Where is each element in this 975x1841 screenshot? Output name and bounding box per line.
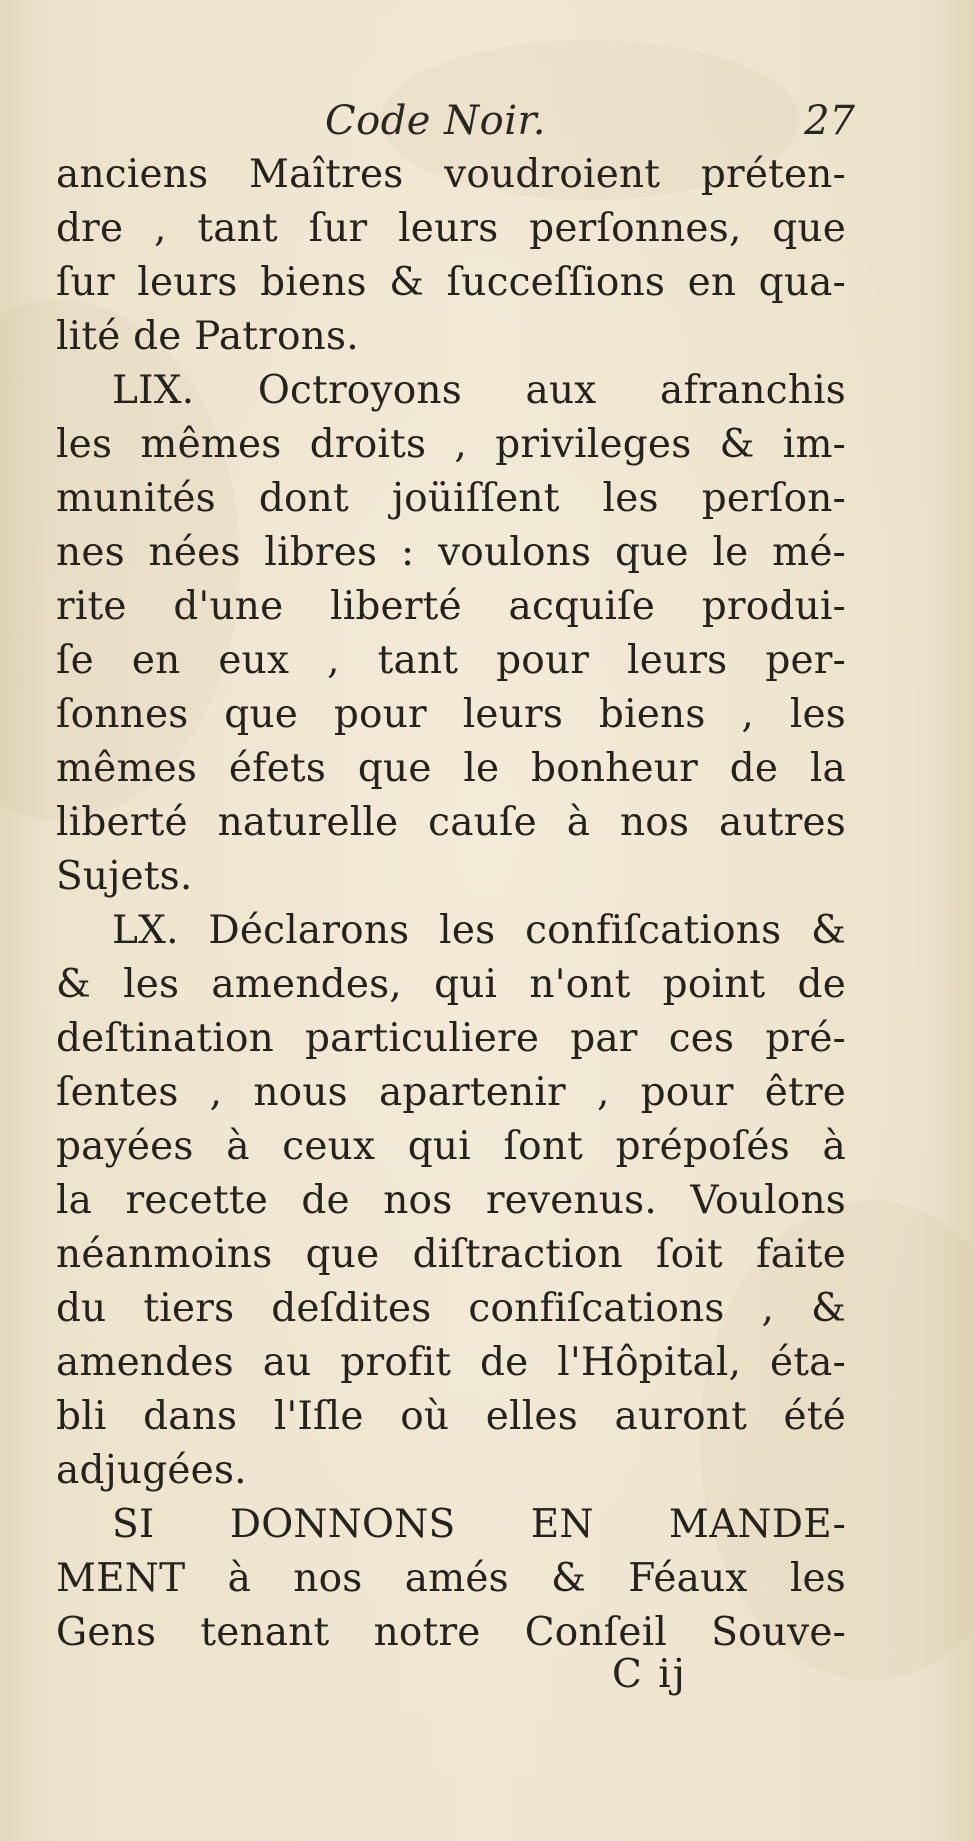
article-lix-heading-line: LIX. Octroyons aux afranchis: [112, 368, 846, 413]
text-line: adjugées.: [56, 1448, 247, 1493]
text-line: liberté naturelle cauſe à nos autres: [56, 800, 846, 845]
text-line: munités dont joüiſſent les perſon-: [56, 476, 846, 521]
text-line: la recette de nos revenus. Voulons: [56, 1178, 846, 1223]
article-lx-heading-line: LX. Déclarons les confiſcations &: [112, 908, 846, 953]
text-line: ſentes , nous apartenir , pour être: [56, 1070, 846, 1115]
mandement-heading-line: SI DONNONS EN MANDE-: [112, 1502, 846, 1547]
text-line: nes nées libres : voulons que le mé-: [56, 530, 846, 575]
text-line: rite d'une liberté acquiſe produi-: [56, 584, 846, 629]
text-line: du tiers deſdites confiſcations , &: [56, 1286, 846, 1331]
text-line: ſonnes que pour leurs biens , les: [56, 692, 846, 737]
text-line: néanmoins que diſtraction ſoit faite: [56, 1232, 846, 1277]
text-line: deſtination particuliere par ces pré-: [56, 1016, 846, 1061]
text-line: les mêmes droits , privileges & im-: [56, 422, 846, 467]
text-line: payées à ceux qui ſont prépoſés à: [56, 1124, 846, 1169]
text-line: anciens Maîtres voudroient préten-: [56, 152, 846, 197]
text-line: lité de Patrons.: [56, 314, 359, 359]
text-line: Sujets.: [56, 854, 193, 899]
text-line: & les amendes, qui n'ont point de: [56, 962, 846, 1007]
running-title: Code Noir.: [325, 98, 546, 144]
text-line: mêmes éfets que le bonheur de la: [56, 746, 846, 791]
page-header: [60, 98, 855, 150]
signature-mark: C ij: [612, 1652, 687, 1697]
page-number: 27: [804, 98, 855, 144]
text-line: ſur leurs biens & ſucceſſions en qua-: [56, 260, 846, 305]
text-line: MENT à nos amés & Féaux les: [56, 1556, 846, 1601]
text-line: ſe en eux , tant pour leurs per-: [56, 638, 846, 683]
body-text: [56, 148, 846, 1660]
text-line: amendes au profit de l'Hôpital, éta-: [56, 1340, 846, 1385]
text-line: dre , tant ſur leurs perſonnes, que: [56, 206, 846, 251]
text-line: bli dans l'Iſle où elles auront été: [56, 1394, 846, 1439]
text-line: Gens tenant notre Conſeil Souve-: [56, 1610, 846, 1655]
